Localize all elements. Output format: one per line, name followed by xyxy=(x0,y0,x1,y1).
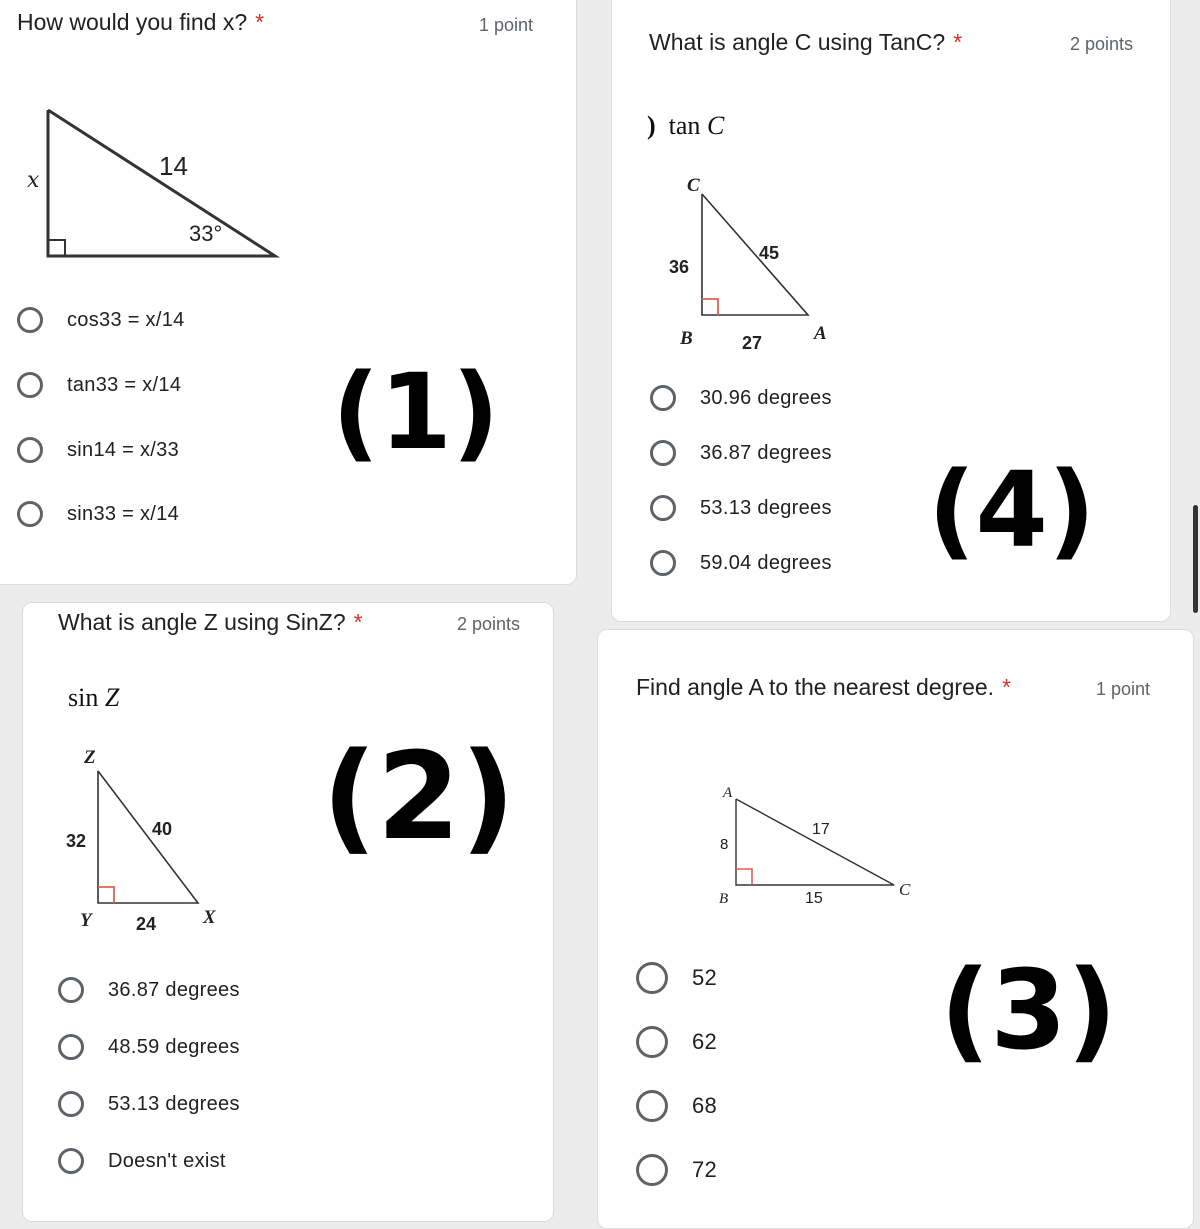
required-marker: * xyxy=(353,609,363,635)
scrollbar[interactable] xyxy=(1193,505,1198,613)
vertex-a: A xyxy=(723,785,733,801)
radio-button[interactable] xyxy=(636,1154,668,1186)
option-3[interactable]: 68 xyxy=(636,1090,717,1122)
triangle-figure xyxy=(19,99,289,264)
question-number-label-1: (1) xyxy=(332,351,500,473)
radio-button[interactable] xyxy=(650,440,676,466)
side-zy: 32 xyxy=(66,831,87,851)
triangle-figure xyxy=(58,743,248,943)
radio-button[interactable] xyxy=(58,977,84,1003)
option-2[interactable]: 48.59 degrees xyxy=(58,1034,240,1060)
vertex-a: A xyxy=(814,323,827,344)
question-title: Find angle A to the nearest degree. * xyxy=(636,674,1011,700)
triangle-figure xyxy=(662,169,842,349)
option-4[interactable]: 72 xyxy=(636,1154,717,1186)
question-title: What is angle Z using SinZ? * xyxy=(58,609,363,635)
option-1[interactable]: 52 xyxy=(636,962,717,994)
side-ac: 17 xyxy=(812,821,830,838)
side-cb: 36 xyxy=(669,257,690,277)
required-marker: * xyxy=(953,29,963,55)
option-2[interactable]: 62 xyxy=(636,1026,717,1058)
question-card-1 xyxy=(0,0,577,585)
question-title: How would you find x? * xyxy=(17,9,265,35)
question-number-label-3: (3) xyxy=(940,946,1118,1074)
points-label: 1 point xyxy=(1096,679,1151,699)
radio-button[interactable] xyxy=(58,1148,84,1174)
side-bc: 15 xyxy=(805,890,823,907)
side-ca: 45 xyxy=(759,243,780,263)
radio-button[interactable] xyxy=(636,1026,668,1058)
vertex-y: Y xyxy=(80,910,92,931)
radio-button[interactable] xyxy=(650,550,676,576)
radio-button[interactable] xyxy=(17,501,43,527)
side-zx: 40 xyxy=(152,819,173,839)
required-marker: * xyxy=(255,9,265,35)
vertex-c: C xyxy=(899,880,911,899)
function-expression: sin Z xyxy=(68,683,120,712)
question-card-2 xyxy=(22,602,554,1222)
side-ba: 27 xyxy=(742,333,763,349)
option-1[interactable]: cos33 = x/14 xyxy=(17,307,185,333)
radio-button[interactable] xyxy=(17,307,43,333)
radio-button[interactable] xyxy=(636,1090,668,1122)
option-1[interactable]: 30.96 degrees xyxy=(650,385,832,411)
points-label: 1 point xyxy=(479,15,534,35)
side-yx: 24 xyxy=(136,914,157,934)
question-number-label-2: (2) xyxy=(322,728,516,867)
radio-button[interactable] xyxy=(58,1091,84,1117)
option-1[interactable]: 36.87 degrees xyxy=(58,977,240,1003)
radio-button[interactable] xyxy=(636,962,668,994)
option-4[interactable]: Doesn't exist xyxy=(58,1148,226,1174)
option-4[interactable]: sin33 = x/14 xyxy=(17,501,179,527)
radio-button[interactable] xyxy=(17,372,43,398)
option-3[interactable]: 53.13 degrees xyxy=(58,1091,240,1117)
vertex-z: Z xyxy=(84,747,96,768)
option-2[interactable]: 36.87 degrees xyxy=(650,440,832,466)
option-3[interactable]: 53.13 degrees xyxy=(650,495,832,521)
question-number-label-4: (4) xyxy=(928,449,1096,571)
vertex-x: X xyxy=(203,907,216,928)
side-label: x xyxy=(27,168,40,193)
question-card-3 xyxy=(597,629,1194,1229)
option-2[interactable]: tan33 = x/14 xyxy=(17,372,181,398)
vertex-c: C xyxy=(687,175,700,196)
required-marker: * xyxy=(1002,674,1011,700)
question-title: What is angle C using TanC? * xyxy=(649,29,963,55)
angle-label: 33° xyxy=(189,221,223,246)
triangle-figure xyxy=(708,775,928,910)
vertex-b: B xyxy=(719,891,729,907)
points-label: 2 points xyxy=(457,614,521,634)
option-3[interactable]: sin14 = x/33 xyxy=(17,437,179,463)
vertex-b: B xyxy=(680,328,693,349)
hyp-label: 14 xyxy=(159,151,188,181)
option-4[interactable]: 59.04 degrees xyxy=(650,550,832,576)
radio-button[interactable] xyxy=(650,385,676,411)
radio-button[interactable] xyxy=(17,437,43,463)
function-expression: ) tan C xyxy=(647,111,725,140)
side-ab: 8 xyxy=(720,836,729,853)
radio-button[interactable] xyxy=(650,495,676,521)
points-label: 2 points xyxy=(1070,34,1134,54)
radio-button[interactable] xyxy=(58,1034,84,1060)
